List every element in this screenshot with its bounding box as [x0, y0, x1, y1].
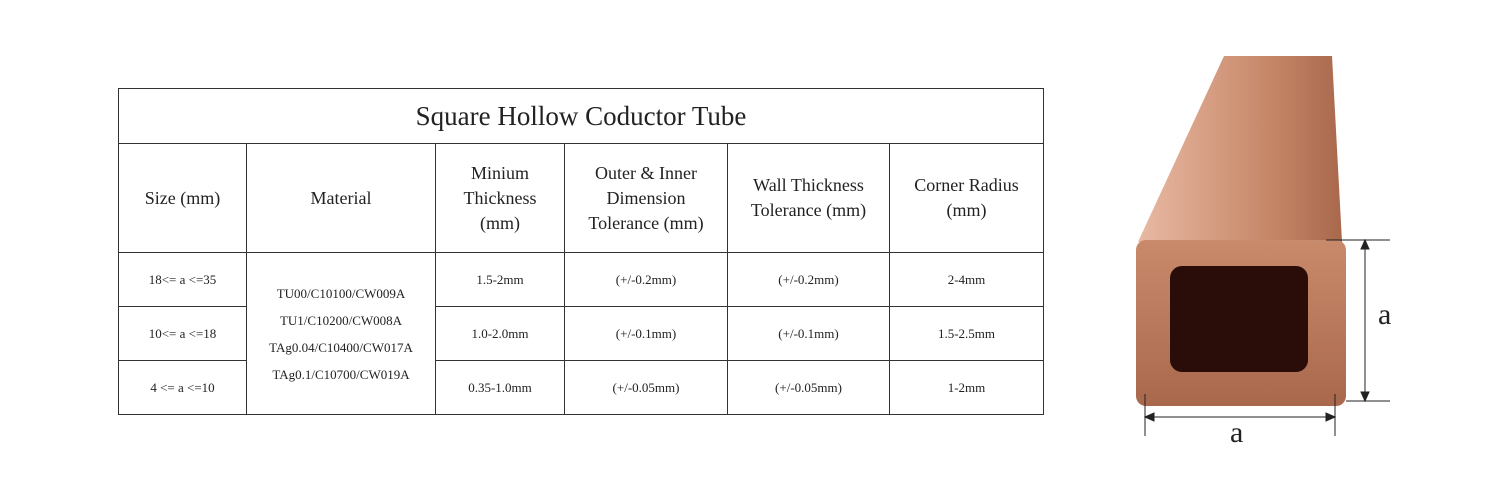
wall-tolerance-cell: (+/-0.1mm) — [728, 307, 890, 361]
size-cell: 10<= a <=18 — [119, 307, 247, 361]
header-dimension-tolerance: Outer & Inner Dimension Tolerance (mm) — [565, 144, 728, 253]
thickness-cell: 1.5-2mm — [436, 253, 565, 307]
wall-tolerance-cell: (+/-0.2mm) — [728, 253, 890, 307]
material-item: TU00/C10100/CW009A — [276, 285, 406, 301]
dimension-tolerance-cell: (+/-0.05mm) — [565, 361, 728, 415]
material-item: TU1/C10200/CW008A — [279, 312, 403, 328]
tube-top-surface — [1138, 56, 1342, 242]
copper-tube-body — [1136, 56, 1346, 406]
corner-radius-cell: 1-2mm — [890, 361, 1044, 415]
material-cell — [247, 253, 436, 415]
size-cell: 18<= a <=35 — [119, 253, 247, 307]
size-cell: 4 <= a <=10 — [119, 361, 247, 415]
arrow-right-icon — [1326, 413, 1335, 421]
thickness-cell: 0.35-1.0mm — [436, 361, 565, 415]
arrow-down-icon — [1361, 392, 1369, 401]
table-row — [119, 253, 1044, 307]
header-min-thickness: Minium Thickness (mm) — [436, 144, 565, 253]
tube-hollow — [1170, 266, 1308, 372]
header-corner-radius: Corner Radius (mm) — [890, 144, 1044, 253]
spec-table — [118, 88, 1044, 415]
corner-radius-cell: 2-4mm — [890, 253, 1044, 307]
wall-tolerance-cell: (+/-0.05mm) — [728, 361, 890, 415]
width-label: a — [1230, 416, 1244, 449]
material-item: TAg0.1/C10700/CW019A — [272, 366, 410, 382]
thickness-cell: 1.0-2.0mm — [436, 307, 565, 361]
dimension-tolerance-cell: (+/-0.2mm) — [565, 253, 728, 307]
table-title: Square Hollow Coductor Tube — [119, 89, 1044, 144]
arrow-left-icon — [1145, 413, 1154, 421]
dimension-tolerance-cell: (+/-0.1mm) — [565, 307, 728, 361]
material-item: TAg0.04/C10400/CW017A — [269, 339, 413, 355]
header-material: Material — [247, 144, 436, 253]
corner-radius-cell: 1.5-2.5mm — [890, 307, 1044, 361]
header-wall-tolerance: Wall Thickness Tolerance (mm) — [728, 144, 890, 253]
arrow-up-icon — [1361, 240, 1369, 249]
header-size: Size (mm) — [119, 144, 247, 253]
tube-illustration — [1120, 50, 1400, 450]
height-label: a — [1378, 298, 1392, 331]
